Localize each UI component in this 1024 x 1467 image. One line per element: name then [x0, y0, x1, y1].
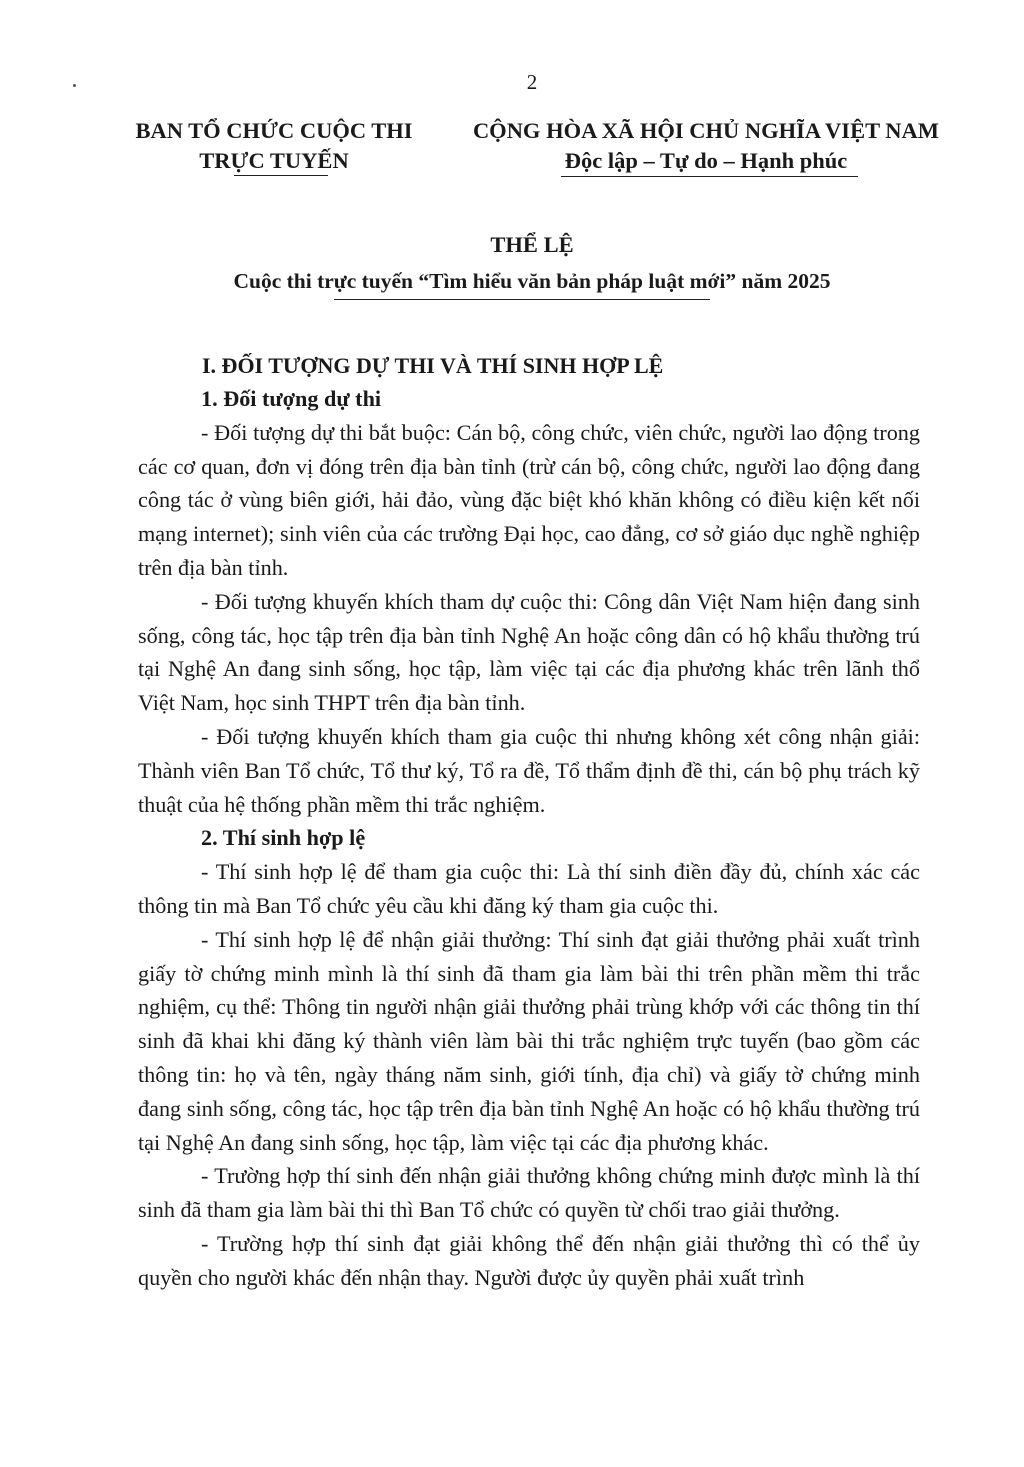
organization-name-line2: TRỰC TUYẾN — [199, 148, 349, 173]
subsection-heading-1: 1. Đối tượng dự thi — [201, 386, 382, 411]
paragraph: - Thí sinh hợp lệ để tham gia cuộc thi: Là thí sinh điền đầy đủ, chính xác các thông tin mà Ban Tổ chức yêu cầu khi đăng ký tham gia cuộc thi. — [138, 859, 920, 918]
paragraph: - Trường hợp thí sinh đạt giải không thể đến nhận giải thưởng thì có thể ủy quyền cho người khác đến nhận thay. Người được ủy quyền phải xuất trình — [138, 1230, 920, 1290]
paragraph: - Thí sinh hợp lệ để nhận giải thưởng: Thí sinh đạt giải thưởng phải xuất trình giấy tờ chứng minh mình là thí sinh đã tham gia làm bài thi trên phần mềm thi trắc nghiệm, cụ thể: Thông tin người nhận giải thưởng phải trùng khớp với các thông tin thí sinh đã khai khi đăng ký thành viên làm bài thi trắc nghiệm trực tuyến (bao gồm các thông tin: họ và tên, ngày tháng năm sinh, giới tính, địa chỉ) và giấy tờ chứng minh đang sinh sống, công tác, học tập trên địa bàn tỉnh Nghệ An hoặc có hộ khẩu thường trú tại Nghệ An đang sinh sống, học tập, làm việc tại các địa phương khác. — [138, 926, 920, 1155]
organization-underline — [234, 175, 328, 176]
page-number: 2 — [526, 70, 538, 94]
organization-header — [114, 116, 434, 176]
national-motto: Độc lập – Tự do – Hạnh phúc — [564, 148, 848, 173]
paragraph: - Trường hợp thí sinh đến nhận giải thưởng không chứng minh được mình là thí sinh đã tham gia làm bài thi thì Ban Tổ chức có quyền từ chối trao giải thưởng. — [138, 1163, 920, 1223]
paragraph: - Đối tượng khuyến khích tham dự cuộc thi: Công dân Việt Nam hiện đang sinh sống, công tác, học tập trên địa bàn tỉnh Nghệ An hoặc công dân có hộ khẩu thường trú tại Nghệ An đang sinh sống, học tập, làm việc tại các địa phương khác trên lãnh thổ Việt Nam, học sinh THPT trên địa bàn tỉnh. — [138, 588, 920, 716]
section-heading: I. ĐỐI TƯỢNG DỰ THI VÀ THÍ SINH HỢP LỆ — [202, 353, 664, 378]
paragraph: - Đối tượng khuyến khích tham gia cuộc thi nhưng không xét công nhận giải: Thành viên Ban Tổ chức, Tổ thư ký, Tổ ra đề, Tổ thẩm định đề thi, cán bộ phụ trách kỹ thuật của hệ thống phần mềm thi trắc nghiệm. — [138, 723, 920, 817]
document-subtitle: Cuộc thi trực tuyến “Tìm hiểu văn bản pháp luật mới” năm 2025 — [233, 269, 831, 293]
document-title: THỂ LỆ — [490, 232, 574, 257]
subtitle-underline — [334, 299, 710, 300]
document-body — [138, 382, 920, 1295]
motto-underline — [561, 176, 858, 177]
organization-name-line1: BAN TỔ CHỨC CUỘC THI — [135, 118, 413, 143]
national-header — [446, 116, 966, 176]
paragraph: - Đối tượng dự thi bắt buộc: Cán bộ, công chức, viên chức, người lao động trong các cơ quan, đơn vị đóng trên địa bàn tỉnh (trừ cán bộ, công chức, người lao động đang công tác ở vùng biên giới, hải đảo, vùng đặc biệt khó khăn không có điều kiện kết nối mạng internet); sinh viên của các trường Đại học, cao đẳng, cơ sở giáo dục nghề nghiệp trên địa bàn tỉnh. — [138, 419, 920, 580]
national-title: CỘNG HÒA XÃ HỘI CHỦ NGHĨA VIỆT NAM — [472, 118, 940, 143]
subsection-heading-2: 2. Thí sinh hợp lệ — [201, 825, 366, 851]
